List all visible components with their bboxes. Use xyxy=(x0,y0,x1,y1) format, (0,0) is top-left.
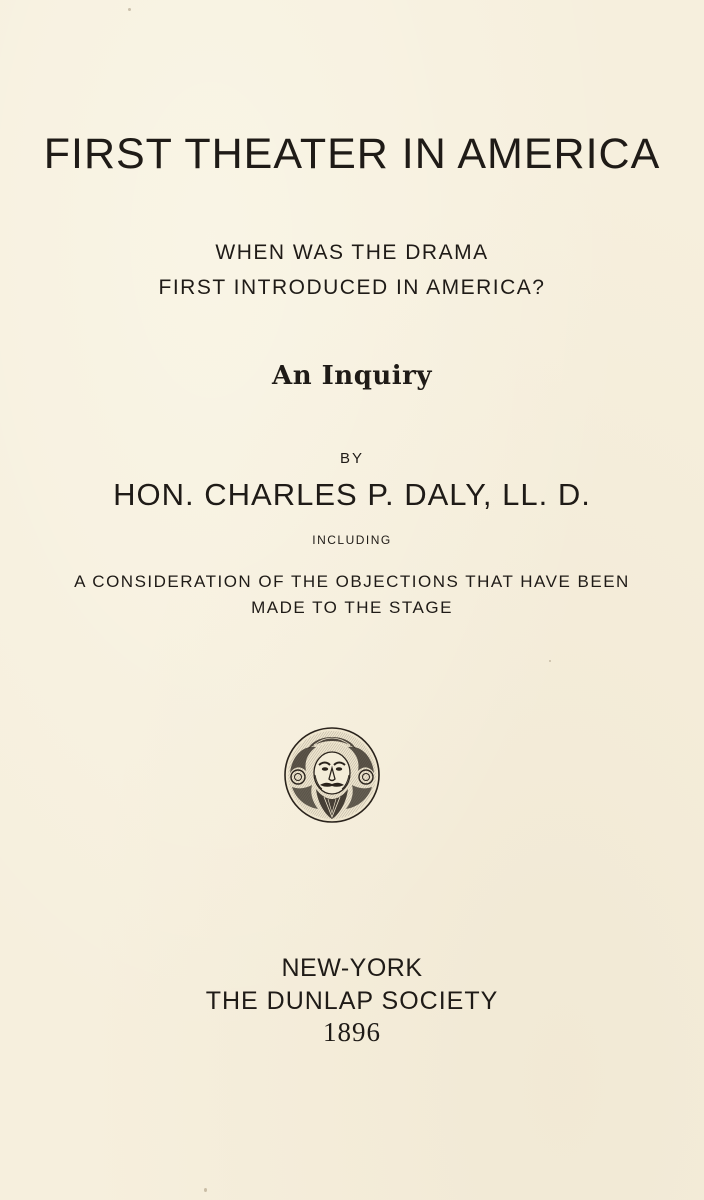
consideration-line-1: A CONSIDERATION OF THE OBJECTIONS THAT HAVE BEEN xyxy=(74,572,630,591)
consideration-line-2: MADE TO THE STAGE xyxy=(251,598,453,617)
subtitle-line-2: FIRST INTRODUCED IN AMERICA? xyxy=(158,276,546,299)
by-label: BY xyxy=(339,450,364,467)
grotesque-mask-ornament-icon xyxy=(282,725,382,825)
author-name: HON. CHARLES P. DALY, LL. D. xyxy=(113,477,591,512)
imprint-place: NEW-YORK xyxy=(281,954,423,982)
imprint-year: 1896 xyxy=(323,1017,381,1047)
book-title: FIRST THEATER IN AMERICA xyxy=(43,130,661,178)
paper-speck xyxy=(204,1188,207,1192)
including-label: INCLUDING xyxy=(312,533,392,547)
paper-speck xyxy=(549,660,551,662)
imprint-publisher: THE DUNLAP SOCIETY xyxy=(205,987,499,1015)
descriptor-blackletter: An Inquiry xyxy=(272,361,432,391)
subtitle-line-1: WHEN WAS THE DRAMA xyxy=(215,241,489,264)
paper-speck xyxy=(128,8,131,11)
